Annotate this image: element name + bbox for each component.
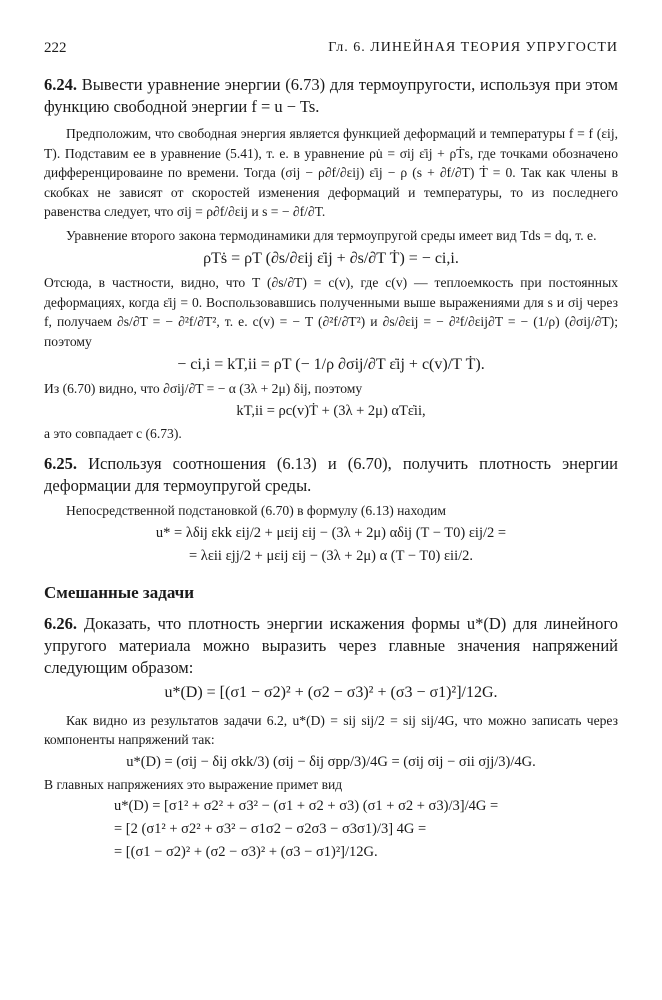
problem-6-26-number: 6.26.	[44, 613, 77, 633]
problem-6-24-solution-5: а это совпадает с (6.73).	[44, 425, 182, 441]
problem-6-24-statement	[44, 74, 618, 118]
problem-6-26-statement	[44, 613, 618, 679]
equation-principal-2: = [2 (σ1² + σ2² + σ3² − σ1σ2 − σ2σ3 − σ3σ1)/3] 4G =	[114, 821, 427, 837]
problem-6-25-number: 6.25.	[44, 454, 77, 473]
page-number: 222	[44, 40, 67, 56]
problem-6-25-statement	[44, 453, 618, 497]
problem-6-25-text: Используя соотношения (6.13) и (6.70), получить плотность энергии деформации для термоупругой среды.	[44, 454, 618, 495]
problem-6-25-solution-1: Непосредственной подстановкой (6.70) в формулу (6.13) находим	[66, 503, 446, 518]
equation-principal-1: u*(D) = [σ1² + σ2² + σ3² − (σ1 + σ2 + σ3) (σ1 + σ2 + σ3)/3]/4G =	[114, 798, 499, 814]
equation-strain-energy-2: = λεii εjj/2 + μεij εij − (3λ + 2μ) α (T − T0) εii/2.	[188, 547, 473, 564]
problem-6-26-solution-1: Как видно из результатов задачи 6.2, u*(D) = sij sij/2 = sij sij/4G, что можно записать через компоненты напряжений так:	[44, 712, 618, 747]
equation-distortion-energy: u*(D) = [(σ1 − σ2)² + (σ2 − σ3)² + (σ3 − σ1)²]/12G.	[164, 683, 498, 701]
equation-strain-energy-1: u* = λδij εkk εij/2 + μεij εij − (3λ + 2μ) αδij (T − T0) εij/2 =	[155, 524, 507, 541]
section-title: Смешанные задачи	[44, 582, 195, 602]
equation-principal-3: = [(σ1 − σ2)² + (σ2 − σ3)² + (σ3 − σ1)²]/12G.	[114, 844, 378, 860]
problem-6-24-solution-1: Предположим, что свободная энергия является функцией деформаций и температуры f = f (εij, T). Подставим ее в уравнение (5.41), т. е. в уравнение ρu̇ = σij ε̇ij + ρṪs, где точками обозначено дифференцироваине по времени. Тогда (σij − ρ∂f/∂εij) ε̇ij − ρ (s + ∂f/∂T) Ṫ = 0. Так как члены в скобках не зависят от скоростей изменения деформаций и температуры, то из последнего равенства следует, что σij = ρ∂f/∂εij и s = − ∂f/∂T.	[44, 126, 618, 219]
problem-6-24-number: 6.24.	[44, 75, 77, 94]
equation-entropy-rate: ρTṡ = ρT (∂s/∂εij ε̇ij + ∂s/∂T Ṫ) = − ci,i.	[203, 250, 459, 267]
problem-6-24-solution-2: Уравнение второго закона термодинамики для термоупругой среды имеет вид Tds = dq, т. е.	[66, 227, 597, 243]
book-page	[44, 40, 618, 865]
problem-6-24-solution-3: Отсюда, в частности, видно, что T (∂s/∂T) = c(v), где c(v) — теплоемкость при постоянных деформациях, когда ε̇ij = 0. Воспользовавшись полученными выше выражениями для s и σij через f, получаем ∂s/∂T = − ∂²f/∂T², т. е. c(v) = − T (∂²f/∂T²) и ∂s/∂εij = − ∂²f/∂εij∂T = − (1/ρ) (∂σij/∂T); поэтому	[44, 275, 618, 349]
problem-6-26-text: Доказать, что плотность энергии искажения формы u*(D) для линейного упругого материала можно выразить через главные значения напряжений следующим образом:	[44, 613, 618, 677]
running-head: Гл. 6. ЛИНЕЙНАЯ ТЕОРИЯ УПРУГОСТИ	[328, 40, 618, 55]
problem-6-24-text: Вывести уравнение энергии (6.73) для термоупругости, используя при этом функцию свободной энергии f = u − Ts.	[44, 75, 618, 116]
equation-energy-result: kT,ii = ρc(v)Ṫ + (3λ + 2μ) αTε̇ii,	[236, 402, 426, 419]
equation-distortion-components: u*(D) = (σij − δij σkk/3) (σij − δij σpp/3)/4G = (σij σij − σii σjj/3)/4G.	[126, 753, 536, 770]
problem-6-24-solution-4: Из (6.70) видно, что ∂σij/∂T = − α (3λ + 2μ) δij, поэтому	[44, 381, 363, 396]
equation-heat-conduction: − ci,i = kT,ii = ρT (− 1/ρ ∂σij/∂T ε̇ij + c(v)/T Ṫ).	[177, 356, 485, 373]
page-header	[44, 40, 618, 64]
problem-6-26-solution-2: В главных напряжениях это выражение примет вид	[44, 776, 343, 792]
